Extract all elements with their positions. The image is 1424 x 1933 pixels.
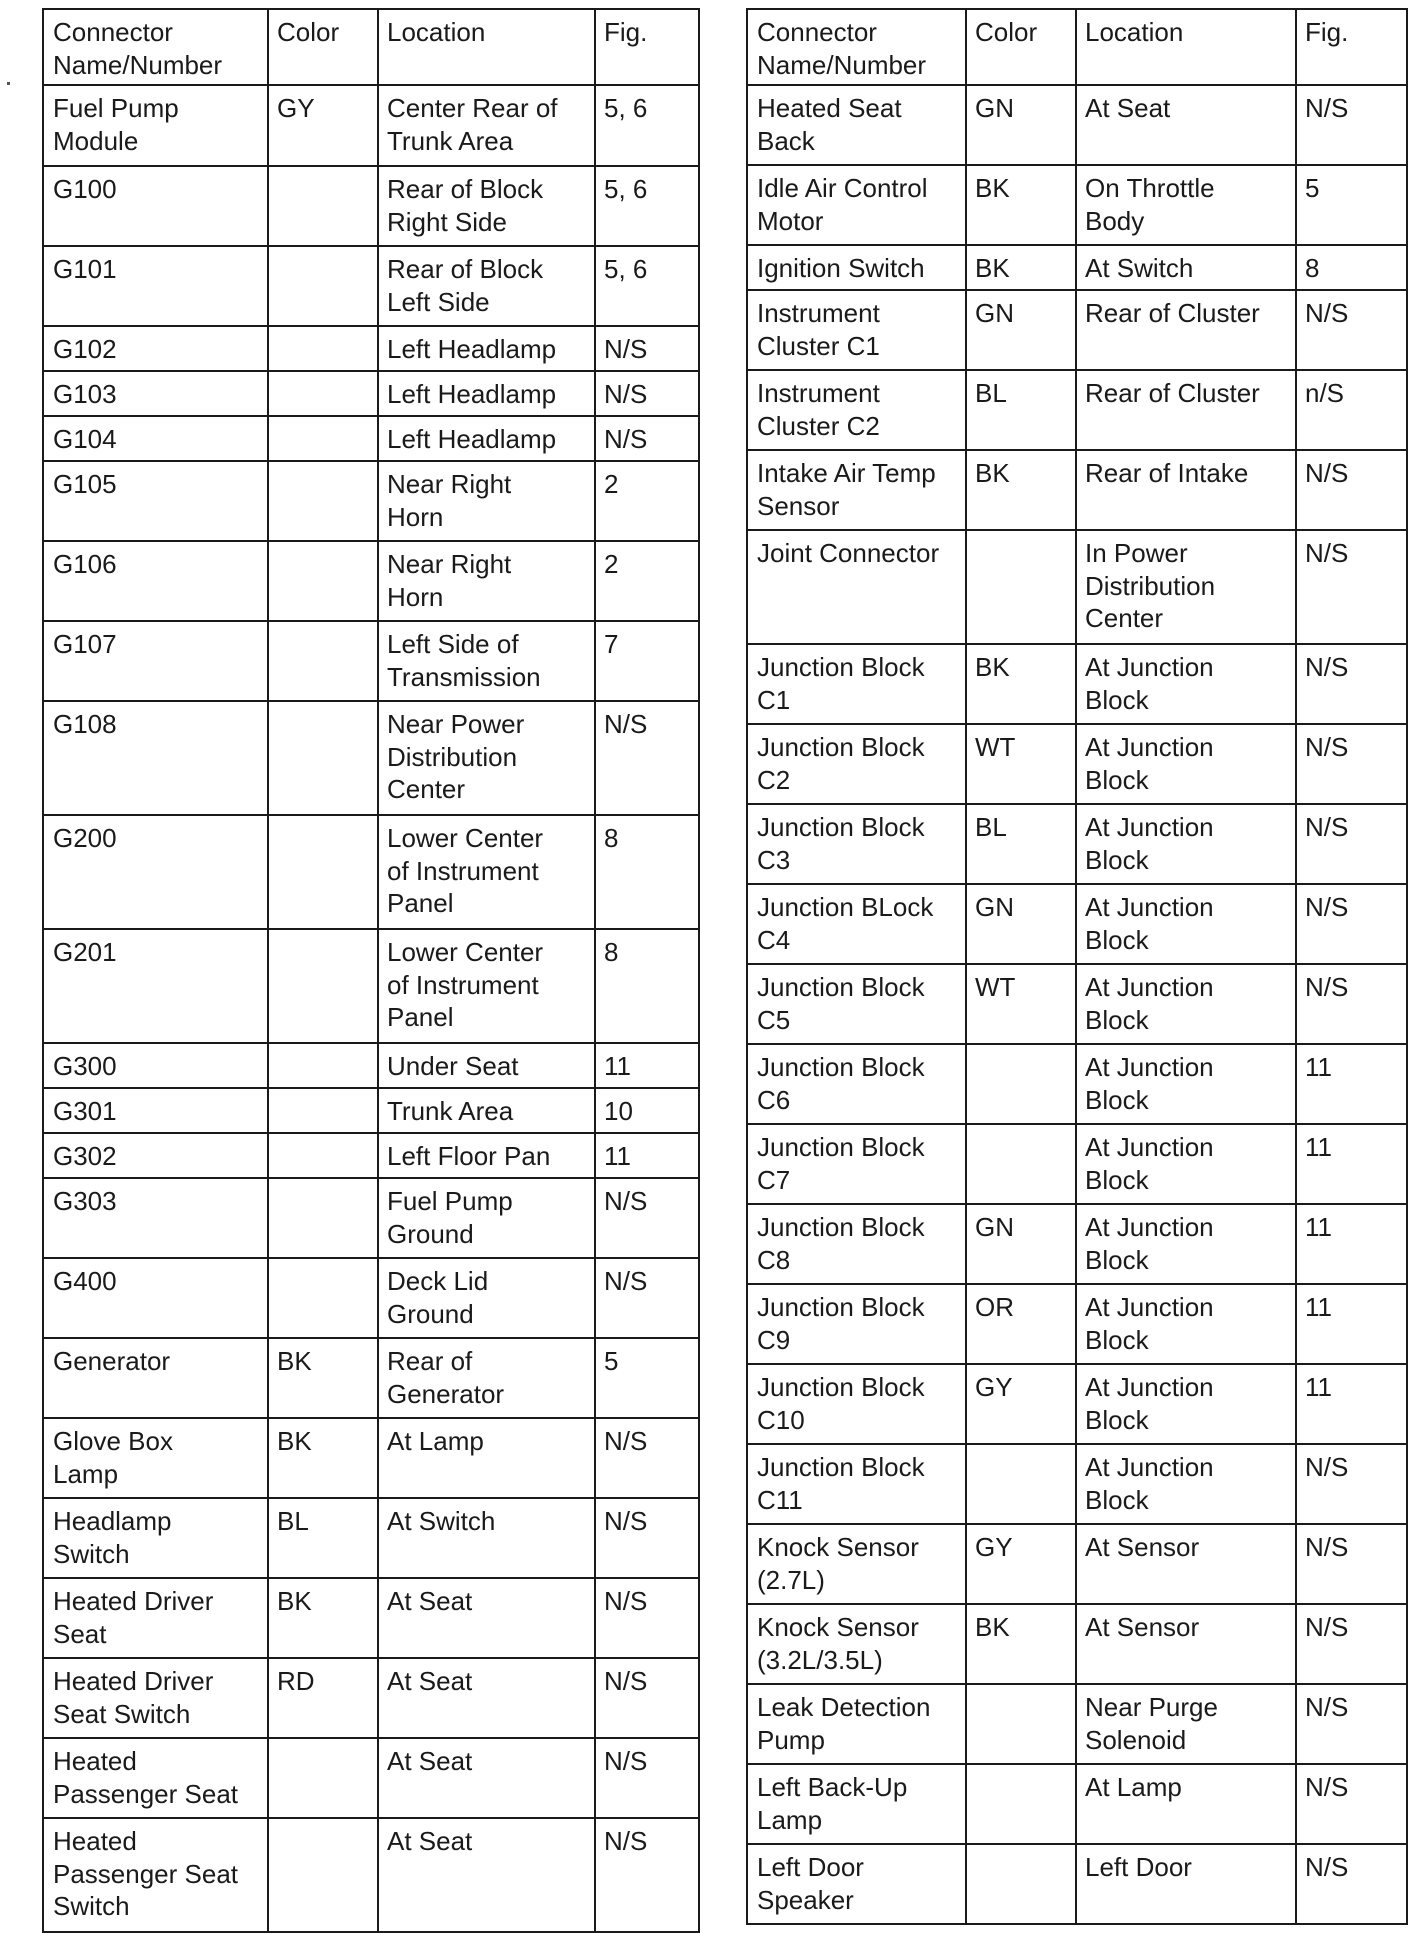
header-color: Color bbox=[268, 9, 378, 85]
color-cell bbox=[268, 461, 378, 541]
color-cell: WT bbox=[966, 724, 1076, 804]
table-row bbox=[747, 1124, 1407, 1204]
connector-name-cell: Left Back-Up Lamp bbox=[747, 1764, 966, 1844]
location-cell: Left Floor Pan bbox=[378, 1133, 595, 1178]
color-cell: OR bbox=[966, 1284, 1076, 1364]
location-cell: At Seat bbox=[378, 1658, 595, 1738]
location-cell: At Junction Block bbox=[1076, 884, 1296, 964]
table-row bbox=[43, 1578, 699, 1658]
connector-name-cell: G303 bbox=[43, 1178, 268, 1258]
color-cell bbox=[268, 246, 378, 326]
header-fig: Fig. bbox=[595, 9, 699, 85]
color-cell: BK bbox=[966, 165, 1076, 245]
color-cell bbox=[966, 530, 1076, 644]
fig-cell: 5 bbox=[595, 1338, 699, 1418]
fig-cell: N/S bbox=[1296, 85, 1407, 165]
location-cell: On Throttle Body bbox=[1076, 165, 1296, 245]
connector-name-cell: G201 bbox=[43, 929, 268, 1043]
color-cell bbox=[268, 815, 378, 929]
location-cell: Rear of Block Right Side bbox=[378, 166, 595, 246]
fig-cell: N/S bbox=[595, 1738, 699, 1818]
connector-name-cell: Instrument Cluster C2 bbox=[747, 370, 966, 450]
color-cell: GN bbox=[966, 290, 1076, 370]
location-cell: At Seat bbox=[378, 1818, 595, 1932]
fig-cell: 2 bbox=[595, 461, 699, 541]
connector-name-cell: Junction Block C11 bbox=[747, 1444, 966, 1524]
fig-cell: 5, 6 bbox=[595, 246, 699, 326]
fig-cell: 10 bbox=[595, 1088, 699, 1133]
connector-name-cell: Heated Passenger Seat Switch bbox=[43, 1818, 268, 1932]
fig-cell: 11 bbox=[1296, 1044, 1407, 1124]
connector-name-cell: G200 bbox=[43, 815, 268, 929]
fig-cell: N/S bbox=[595, 1258, 699, 1338]
location-cell: Near Purge Solenoid bbox=[1076, 1684, 1296, 1764]
fig-cell: N/S bbox=[595, 1658, 699, 1738]
fig-cell: N/S bbox=[595, 1498, 699, 1578]
location-cell: At Junction Block bbox=[1076, 724, 1296, 804]
color-cell bbox=[268, 1258, 378, 1338]
fig-cell: 5, 6 bbox=[595, 166, 699, 246]
fig-cell: N/S bbox=[1296, 1604, 1407, 1684]
location-cell: At Junction Block bbox=[1076, 1364, 1296, 1444]
header-location: Location bbox=[378, 9, 595, 85]
connector-name-cell: G103 bbox=[43, 371, 268, 416]
color-cell bbox=[268, 541, 378, 621]
table-row bbox=[43, 1088, 699, 1133]
location-cell: At Lamp bbox=[378, 1418, 595, 1498]
table-row bbox=[747, 804, 1407, 884]
color-cell: GN bbox=[966, 85, 1076, 165]
connector-name-cell: G107 bbox=[43, 621, 268, 701]
fig-cell: N/S bbox=[1296, 530, 1407, 644]
color-cell: BK bbox=[966, 1604, 1076, 1684]
color-cell: GY bbox=[966, 1364, 1076, 1444]
connector-name-cell: Heated Driver Seat Switch bbox=[43, 1658, 268, 1738]
table-row bbox=[747, 290, 1407, 370]
color-cell bbox=[268, 1043, 378, 1088]
table-row bbox=[747, 964, 1407, 1044]
connector-name-cell: Junction Block C10 bbox=[747, 1364, 966, 1444]
table-row bbox=[747, 1684, 1407, 1764]
fig-cell: N/S bbox=[1296, 1444, 1407, 1524]
fig-cell: N/S bbox=[1296, 290, 1407, 370]
fig-cell: 11 bbox=[1296, 1364, 1407, 1444]
table-row bbox=[747, 884, 1407, 964]
color-cell: BL bbox=[966, 804, 1076, 884]
table-row bbox=[43, 1658, 699, 1738]
color-cell bbox=[268, 1178, 378, 1258]
connector-name-cell: G108 bbox=[43, 701, 268, 815]
fig-cell: 8 bbox=[1296, 245, 1407, 290]
connector-name-cell: G301 bbox=[43, 1088, 268, 1133]
location-cell: Near Right Horn bbox=[378, 461, 595, 541]
table-row bbox=[43, 1133, 699, 1178]
fig-cell: 11 bbox=[595, 1133, 699, 1178]
fig-cell: N/S bbox=[1296, 964, 1407, 1044]
fig-cell: N/S bbox=[1296, 644, 1407, 724]
header-connector-name: Connector Name/Number bbox=[747, 9, 966, 85]
table-row bbox=[747, 1764, 1407, 1844]
connector-name-cell: Junction Block C9 bbox=[747, 1284, 966, 1364]
connector-name-cell: Heated Passenger Seat bbox=[43, 1738, 268, 1818]
location-cell: At Junction Block bbox=[1076, 1124, 1296, 1204]
color-cell bbox=[966, 1124, 1076, 1204]
header-location: Location bbox=[1076, 9, 1296, 85]
connector-name-cell: G400 bbox=[43, 1258, 268, 1338]
fig-cell: 8 bbox=[595, 929, 699, 1043]
location-cell: At Junction Block bbox=[1076, 1284, 1296, 1364]
location-cell: Left Door bbox=[1076, 1844, 1296, 1924]
color-cell bbox=[966, 1844, 1076, 1924]
color-cell bbox=[268, 416, 378, 461]
location-cell: Rear of Generator bbox=[378, 1338, 595, 1418]
color-cell: GN bbox=[966, 1204, 1076, 1284]
color-cell: GY bbox=[268, 85, 378, 166]
connector-name-cell: Junction Block C2 bbox=[747, 724, 966, 804]
location-cell: At Sensor bbox=[1076, 1604, 1296, 1684]
header-connector-name: Connector Name/Number bbox=[43, 9, 268, 85]
color-cell: BK bbox=[966, 644, 1076, 724]
header-row bbox=[43, 9, 699, 85]
color-cell bbox=[268, 621, 378, 701]
table-row bbox=[747, 1524, 1407, 1604]
table-row bbox=[43, 1338, 699, 1418]
location-cell: Near Power Distribution Center bbox=[378, 701, 595, 815]
location-cell: Left Side of Transmission bbox=[378, 621, 595, 701]
color-cell: WT bbox=[966, 964, 1076, 1044]
table-row bbox=[747, 1844, 1407, 1924]
color-cell bbox=[268, 326, 378, 371]
table-row bbox=[43, 371, 699, 416]
connector-name-cell: Junction Block C6 bbox=[747, 1044, 966, 1124]
color-cell: BK bbox=[268, 1418, 378, 1498]
connector-name-cell: Junction Block C3 bbox=[747, 804, 966, 884]
fig-cell: 8 bbox=[595, 815, 699, 929]
location-cell: At Junction Block bbox=[1076, 964, 1296, 1044]
table-row bbox=[747, 1284, 1407, 1364]
fig-cell: 2 bbox=[595, 541, 699, 621]
fig-cell: N/S bbox=[595, 1178, 699, 1258]
connector-name-cell: G104 bbox=[43, 416, 268, 461]
fig-cell: N/S bbox=[1296, 724, 1407, 804]
connector-table-left bbox=[42, 8, 700, 1933]
location-cell: Lower Center of Instrument Panel bbox=[378, 929, 595, 1043]
connector-name-cell: G100 bbox=[43, 166, 268, 246]
table-row bbox=[43, 326, 699, 371]
color-cell: BK bbox=[268, 1578, 378, 1658]
color-cell bbox=[268, 1088, 378, 1133]
color-cell: GY bbox=[966, 1524, 1076, 1604]
fig-cell: N/S bbox=[1296, 804, 1407, 884]
fig-cell: 5, 6 bbox=[595, 85, 699, 166]
location-cell: At Junction Block bbox=[1076, 804, 1296, 884]
location-cell: At Junction Block bbox=[1076, 1444, 1296, 1524]
connector-name-cell: Instrument Cluster C1 bbox=[747, 290, 966, 370]
location-cell: Center Rear of Trunk Area bbox=[378, 85, 595, 166]
connector-name-cell: G300 bbox=[43, 1043, 268, 1088]
table-body bbox=[747, 85, 1407, 1924]
color-cell bbox=[268, 701, 378, 815]
table-row bbox=[43, 1043, 699, 1088]
connector-name-cell: Intake Air Temp Sensor bbox=[747, 450, 966, 530]
location-cell: Left Headlamp bbox=[378, 326, 595, 371]
fig-cell: 11 bbox=[1296, 1204, 1407, 1284]
table-row bbox=[747, 85, 1407, 165]
location-cell: Deck Lid Ground bbox=[378, 1258, 595, 1338]
location-cell: Left Headlamp bbox=[378, 371, 595, 416]
color-cell bbox=[966, 1044, 1076, 1124]
connector-name-cell: Glove Box Lamp bbox=[43, 1418, 268, 1498]
color-cell: BL bbox=[966, 370, 1076, 450]
table-row bbox=[43, 1258, 699, 1338]
table-row bbox=[747, 724, 1407, 804]
location-cell: At Junction Block bbox=[1076, 644, 1296, 724]
fig-cell: 11 bbox=[595, 1043, 699, 1088]
location-cell: Fuel Pump Ground bbox=[378, 1178, 595, 1258]
location-cell: At Sensor bbox=[1076, 1524, 1296, 1604]
color-cell: BK bbox=[268, 1338, 378, 1418]
location-cell: At Seat bbox=[1076, 85, 1296, 165]
location-cell: Under Seat bbox=[378, 1043, 595, 1088]
location-cell: Rear of Block Left Side bbox=[378, 246, 595, 326]
header-color: Color bbox=[966, 9, 1076, 85]
margin-mark bbox=[7, 82, 10, 85]
connector-name-cell: Junction Block C5 bbox=[747, 964, 966, 1044]
table-row bbox=[43, 1738, 699, 1818]
connector-name-cell: Knock Sensor (3.2L/3.5L) bbox=[747, 1604, 966, 1684]
location-cell: At Seat bbox=[378, 1738, 595, 1818]
connector-name-cell: Junction Block C8 bbox=[747, 1204, 966, 1284]
color-cell bbox=[268, 1818, 378, 1932]
fig-cell: 7 bbox=[595, 621, 699, 701]
fig-cell: N/S bbox=[1296, 1844, 1407, 1924]
table-row bbox=[43, 166, 699, 246]
fig-cell: 11 bbox=[1296, 1284, 1407, 1364]
connector-name-cell: Ignition Switch bbox=[747, 245, 966, 290]
color-cell bbox=[268, 371, 378, 416]
color-cell bbox=[268, 1133, 378, 1178]
color-cell: RD bbox=[268, 1658, 378, 1738]
table-row bbox=[43, 541, 699, 621]
connector-name-cell: Left Door Speaker bbox=[747, 1844, 966, 1924]
connector-name-cell: Junction BLock C4 bbox=[747, 884, 966, 964]
connector-name-cell: Junction Block C7 bbox=[747, 1124, 966, 1204]
table-row bbox=[747, 1044, 1407, 1124]
table-row bbox=[43, 815, 699, 929]
header-fig: Fig. bbox=[1296, 9, 1407, 85]
fig-cell: N/S bbox=[1296, 450, 1407, 530]
fig-cell: N/S bbox=[595, 701, 699, 815]
connector-name-cell: Joint Connector bbox=[747, 530, 966, 644]
connector-name-cell: Leak Detection Pump bbox=[747, 1684, 966, 1764]
connector-name-cell: Knock Sensor (2.7L) bbox=[747, 1524, 966, 1604]
table-row bbox=[747, 370, 1407, 450]
color-cell bbox=[268, 1738, 378, 1818]
fig-cell: N/S bbox=[1296, 884, 1407, 964]
table-row bbox=[747, 644, 1407, 724]
color-cell bbox=[268, 166, 378, 246]
fig-cell: N/S bbox=[1296, 1684, 1407, 1764]
table-body bbox=[43, 85, 699, 1932]
fig-cell: N/S bbox=[595, 416, 699, 461]
location-cell: At Switch bbox=[1076, 245, 1296, 290]
table-row bbox=[43, 416, 699, 461]
color-cell: BL bbox=[268, 1498, 378, 1578]
location-cell: At Seat bbox=[378, 1578, 595, 1658]
color-cell: BK bbox=[966, 450, 1076, 530]
color-cell: GN bbox=[966, 884, 1076, 964]
location-cell: In Power Distribution Center bbox=[1076, 530, 1296, 644]
fig-cell: N/S bbox=[595, 371, 699, 416]
table-row bbox=[43, 1818, 699, 1932]
location-cell: Rear of Cluster bbox=[1076, 290, 1296, 370]
fig-cell: N/S bbox=[1296, 1764, 1407, 1844]
location-cell: At Lamp bbox=[1076, 1764, 1296, 1844]
table-row bbox=[43, 1498, 699, 1578]
location-cell: At Junction Block bbox=[1076, 1044, 1296, 1124]
fig-cell: N/S bbox=[595, 326, 699, 371]
connector-table-right bbox=[746, 8, 1408, 1925]
connector-name-cell: Idle Air Control Motor bbox=[747, 165, 966, 245]
connector-name-cell: Junction Block C1 bbox=[747, 644, 966, 724]
fig-cell: N/S bbox=[595, 1578, 699, 1658]
table-row bbox=[43, 1178, 699, 1258]
location-cell: Left Headlamp bbox=[378, 416, 595, 461]
table-row bbox=[43, 621, 699, 701]
connector-name-cell: Headlamp Switch bbox=[43, 1498, 268, 1578]
table-row bbox=[43, 246, 699, 326]
connector-name-cell: Generator bbox=[43, 1338, 268, 1418]
fig-cell: N/S bbox=[595, 1418, 699, 1498]
table-row bbox=[43, 461, 699, 541]
color-cell bbox=[966, 1684, 1076, 1764]
color-cell bbox=[268, 929, 378, 1043]
color-cell bbox=[966, 1444, 1076, 1524]
table-row bbox=[747, 165, 1407, 245]
location-cell: Lower Center of Instrument Panel bbox=[378, 815, 595, 929]
fig-cell: N/S bbox=[595, 1818, 699, 1932]
color-cell: BK bbox=[966, 245, 1076, 290]
table-row bbox=[747, 530, 1407, 644]
location-cell: Rear of Cluster bbox=[1076, 370, 1296, 450]
location-cell: Trunk Area bbox=[378, 1088, 595, 1133]
connector-name-cell: Fuel Pump Module bbox=[43, 85, 268, 166]
color-cell bbox=[966, 1764, 1076, 1844]
table-row bbox=[43, 701, 699, 815]
table-row bbox=[747, 1444, 1407, 1524]
table-row bbox=[43, 85, 699, 166]
connector-name-cell: G106 bbox=[43, 541, 268, 621]
fig-cell: n/S bbox=[1296, 370, 1407, 450]
header-row bbox=[747, 9, 1407, 85]
location-cell: At Junction Block bbox=[1076, 1204, 1296, 1284]
fig-cell: N/S bbox=[1296, 1524, 1407, 1604]
location-cell: At Switch bbox=[378, 1498, 595, 1578]
connector-name-cell: Heated Driver Seat bbox=[43, 1578, 268, 1658]
connector-name-cell: G102 bbox=[43, 326, 268, 371]
connector-name-cell: G101 bbox=[43, 246, 268, 326]
location-cell: Near Right Horn bbox=[378, 541, 595, 621]
fig-cell: 11 bbox=[1296, 1124, 1407, 1204]
connector-name-cell: G105 bbox=[43, 461, 268, 541]
table-row bbox=[747, 245, 1407, 290]
table-row bbox=[43, 1418, 699, 1498]
table-row bbox=[43, 929, 699, 1043]
table-row bbox=[747, 1604, 1407, 1684]
table-row bbox=[747, 1364, 1407, 1444]
connector-name-cell: Heated Seat Back bbox=[747, 85, 966, 165]
fig-cell: 5 bbox=[1296, 165, 1407, 245]
location-cell: Rear of Intake bbox=[1076, 450, 1296, 530]
connector-name-cell: G302 bbox=[43, 1133, 268, 1178]
table-row bbox=[747, 1204, 1407, 1284]
table-row bbox=[747, 450, 1407, 530]
